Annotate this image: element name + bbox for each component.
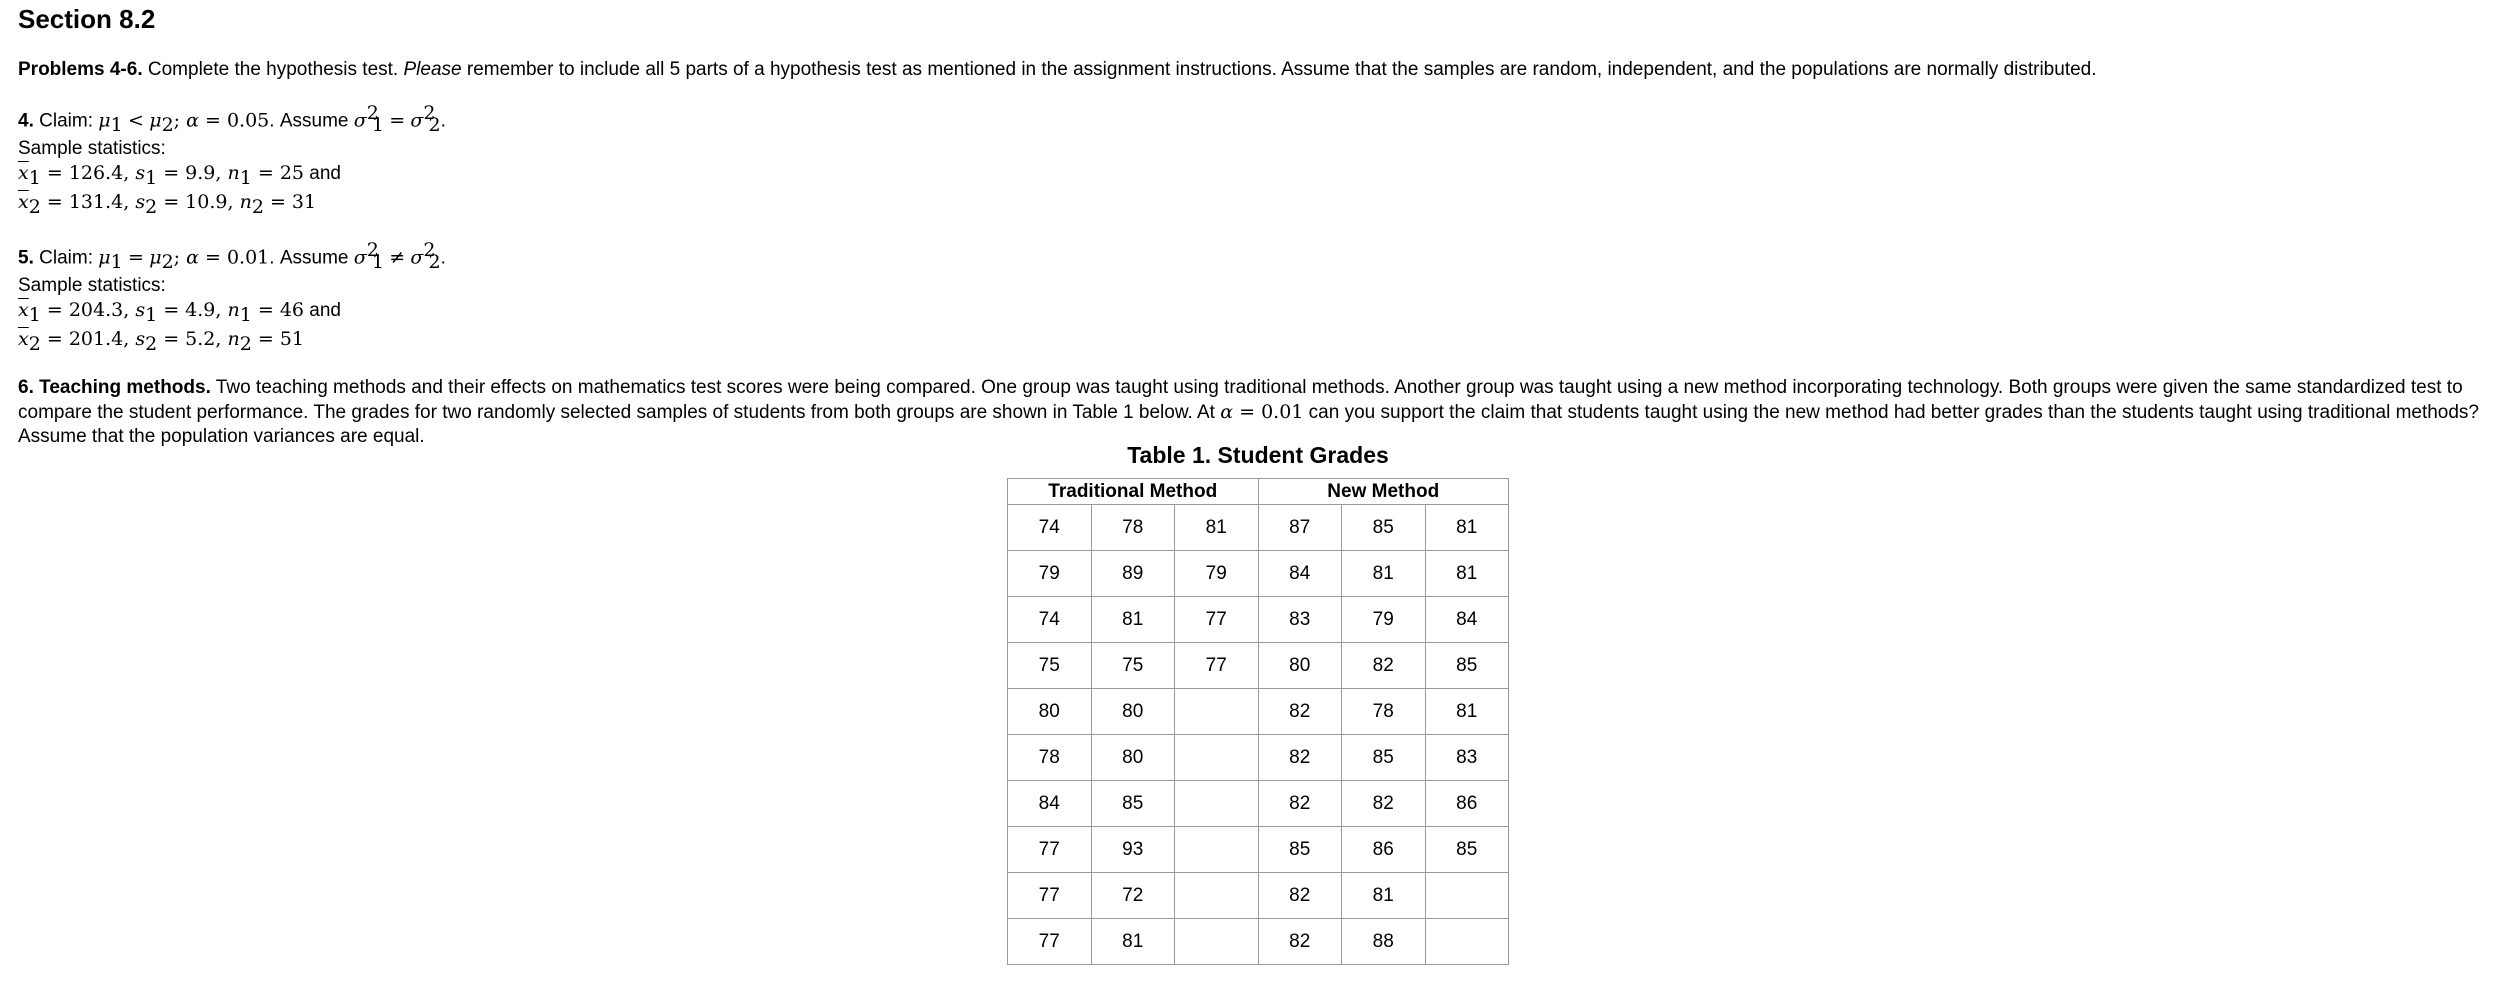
table-header-row [1008, 479, 1509, 505]
table-row [1008, 827, 1509, 873]
table-row [1008, 919, 1509, 965]
problem-4-sample-1: $\overline{x}_1 = 126.4$, $s_1 = 9.9$, $n_1 = 25$ and [18, 162, 341, 189]
table-body [1008, 505, 1509, 965]
header-traditional-method: Traditional Method [1008, 479, 1259, 505]
new-method-grade-cell: 83 [1258, 597, 1342, 643]
traditional-grade-cell: 72 [1091, 873, 1175, 919]
problem-4-s1: 9.9 [185, 162, 216, 185]
traditional-grade-cell [1175, 689, 1259, 735]
problem-4-n2: 31 [291, 190, 317, 213]
table-row [1008, 505, 1509, 551]
traditional-grade-cell: 77 [1175, 597, 1259, 643]
traditional-grade-cell: 81 [1175, 505, 1259, 551]
new-method-grade-cell: 84 [1258, 551, 1342, 597]
problem-4 [18, 101, 2501, 219]
new-method-grade-cell: 79 [1342, 597, 1426, 643]
header-new-method: New Method [1258, 479, 1509, 505]
new-method-grade-cell: 85 [1425, 643, 1509, 689]
traditional-grade-cell: 77 [1008, 873, 1092, 919]
new-method-grade-cell [1425, 873, 1509, 919]
new-method-grade-cell [1425, 919, 1509, 965]
new-method-grade-cell: 82 [1258, 781, 1342, 827]
new-method-grade-cell: 80 [1258, 643, 1342, 689]
table-row [1008, 781, 1509, 827]
problem-5-alpha: 0.01 [226, 246, 270, 269]
traditional-grade-cell: 77 [1175, 643, 1259, 689]
problem-5-assume-label: Assume [279, 247, 354, 269]
traditional-grade-cell: 93 [1091, 827, 1175, 873]
problem-6-title: Teaching methods. [39, 377, 211, 399]
problem-5-n2: 51 [279, 327, 305, 350]
new-method-grade-cell: 82 [1258, 735, 1342, 781]
table-row [1008, 643, 1509, 689]
new-method-grade-cell: 82 [1342, 643, 1426, 689]
new-method-grade-cell: 81 [1425, 505, 1509, 551]
traditional-grade-cell [1175, 873, 1259, 919]
problems-label: Problems 4-6. [18, 59, 143, 80]
traditional-grade-cell [1175, 735, 1259, 781]
problem-4-variance-relation: = [389, 109, 406, 132]
problem-4-sample-label: Sample statistics: [18, 138, 166, 160]
problem-6-alpha: 0.01 [1261, 401, 1304, 424]
problem-5-x2: 201.4 [68, 327, 124, 350]
problem-4-claim-relation: < [128, 109, 144, 132]
new-method-grade-cell: 85 [1342, 735, 1426, 781]
table-caption: Table 1. Student Grades [1127, 442, 1389, 468]
table-row [1008, 735, 1509, 781]
problem-5-claim-label: Claim: [39, 247, 99, 269]
instructions-text-2: remember to include all 5 parts of a hypothesis test as mentioned in the assignment instructions. Assume that the samples are random, independent, and the populations are normally distributed. [461, 59, 2097, 80]
new-method-grade-cell: 81 [1342, 873, 1426, 919]
problem-4-sample-2: $\overline{x}_2 = 131.4$, $s_2 = 10.9$, $n_2 = 31$ [18, 190, 317, 218]
instructions-text-1: Complete the hypothesis test. [142, 59, 404, 80]
problem-4-claim: 4. Claim: $\mu_1 < \mu_2$; α = 0.05. Assume $\sigma^2_1 = \sigma^2_2$. [18, 102, 446, 137]
traditional-grade-cell: 78 [1091, 505, 1175, 551]
instructions-paragraph [18, 58, 2501, 82]
traditional-grade-cell [1175, 827, 1259, 873]
traditional-grade-cell: 74 [1008, 505, 1092, 551]
student-grades-table-container [1007, 440, 1509, 965]
student-grades-table [1007, 478, 1509, 965]
problem-5-variance-relation: ≠ [389, 246, 406, 269]
problem-5 [18, 238, 2501, 356]
problem-4-alpha: 0.05 [226, 109, 270, 132]
new-method-grade-cell: 81 [1425, 689, 1509, 735]
new-method-grade-cell: 88 [1342, 919, 1426, 965]
traditional-grade-cell: 77 [1008, 827, 1092, 873]
problem-5-claim-relation: = [128, 246, 144, 269]
problem-5-sample-1: $\overline{x}_1 = 204.3$, $s_1 = 4.9$, $n_1 = 46$ and [18, 298, 341, 326]
problem-4-number: 4. [18, 110, 34, 132]
and-word: and [304, 299, 341, 321]
new-method-grade-cell: 81 [1342, 551, 1426, 597]
new-method-grade-cell: 82 [1258, 919, 1342, 965]
table-row [1008, 551, 1509, 597]
problem-5-n1: 46 [279, 298, 305, 321]
problem-6-text-2: can you support the claim that students taught using the new method had better grades than the students taught using traditional methods? Assume that the population variances are equal. [18, 402, 2480, 448]
traditional-grade-cell: 80 [1091, 689, 1175, 735]
new-method-grade-cell: 86 [1342, 827, 1426, 873]
table-row [1008, 597, 1509, 643]
problem-4-x2: 131.4 [68, 190, 124, 213]
traditional-grade-cell: 77 [1008, 919, 1092, 965]
new-method-grade-cell: 85 [1425, 827, 1509, 873]
traditional-grade-cell: 81 [1091, 597, 1175, 643]
problem-4-x1: 126.4 [68, 162, 124, 185]
new-method-grade-cell: 82 [1258, 873, 1342, 919]
new-method-grade-cell: 84 [1425, 597, 1509, 643]
traditional-grade-cell: 74 [1008, 597, 1092, 643]
new-method-grade-cell: 82 [1258, 689, 1342, 735]
table-row [1008, 873, 1509, 919]
problem-5-claim: 5. Claim: $\mu_1 = \mu_2$; α = 0.01. Assume $\sigma^2_1 \ne \sigma^2_2$. [18, 238, 446, 273]
traditional-grade-cell: 78 [1008, 735, 1092, 781]
traditional-grade-cell: 75 [1091, 643, 1175, 689]
problem-5-s2: 5.2 [185, 327, 216, 350]
traditional-grade-cell [1175, 781, 1259, 827]
traditional-grade-cell [1175, 919, 1259, 965]
problem-5-s1: 4.9 [185, 298, 216, 321]
problem-4-claim-label: Claim: [39, 110, 99, 132]
traditional-grade-cell: 79 [1008, 551, 1092, 597]
problem-5-sample-label: Sample statistics: [18, 274, 166, 296]
new-method-grade-cell: 85 [1258, 827, 1342, 873]
problem-6-text-1: Two teaching methods and their effects on mathematics test scores were being compared. One group was taught using traditional methods. Another group was taught using a new method incorporating technology. Both groups were given the same standardized test to compare the student performance. The grades for two randomly selected samples of students from both groups are shown in Table 1 below. At [18, 377, 2463, 424]
traditional-grade-cell: 80 [1008, 689, 1092, 735]
traditional-grade-cell: 79 [1175, 551, 1259, 597]
traditional-grade-cell: 89 [1091, 551, 1175, 597]
new-method-grade-cell: 81 [1425, 551, 1509, 597]
problem-5-sample-2: $\overline{x}_2 = 201.4$, $s_2 = 5.2$, $n_2 = 51$ [18, 327, 305, 355]
new-method-grade-cell: 87 [1258, 505, 1342, 551]
new-method-grade-cell: 82 [1342, 781, 1426, 827]
new-method-grade-cell: 83 [1425, 735, 1509, 781]
traditional-grade-cell: 75 [1008, 643, 1092, 689]
and-word: and [304, 163, 341, 185]
new-method-grade-cell: 78 [1342, 689, 1426, 735]
traditional-grade-cell: 80 [1091, 735, 1175, 781]
new-method-grade-cell: 85 [1342, 505, 1426, 551]
traditional-grade-cell: 81 [1091, 919, 1175, 965]
document-page [0, 0, 2519, 449]
traditional-grade-cell: 84 [1008, 781, 1092, 827]
problem-4-n1: 25 [279, 162, 305, 185]
problem-5-number: 5. [18, 247, 34, 269]
problem-5-x1: 204.3 [68, 298, 124, 321]
problem-4-assume-label: Assume [279, 110, 354, 132]
table-row [1008, 689, 1509, 735]
section-title: Section 8.2 [18, 4, 156, 34]
instructions-emphasis: Please [403, 59, 462, 80]
traditional-grade-cell: 85 [1091, 781, 1175, 827]
new-method-grade-cell: 86 [1425, 781, 1509, 827]
problem-6: 6. Teaching methods. Two teaching methods and their effects on mathematics test scores were being compared. One group was taught using traditional methods. Another group was taught using a new method incorporating technology. Both groups were given the same standardized test to compare the student performance. The grades for two randomly selected samples of students from both groups are shown in Table 1 below. At α = 0.01 can you support the claim that students taught using the new method had better grades than the students taught using traditional methods? Assume that the population variances are equal. [18, 377, 2480, 448]
problem-6-number: 6. [18, 377, 34, 399]
problem-4-s2: 10.9 [185, 190, 228, 213]
